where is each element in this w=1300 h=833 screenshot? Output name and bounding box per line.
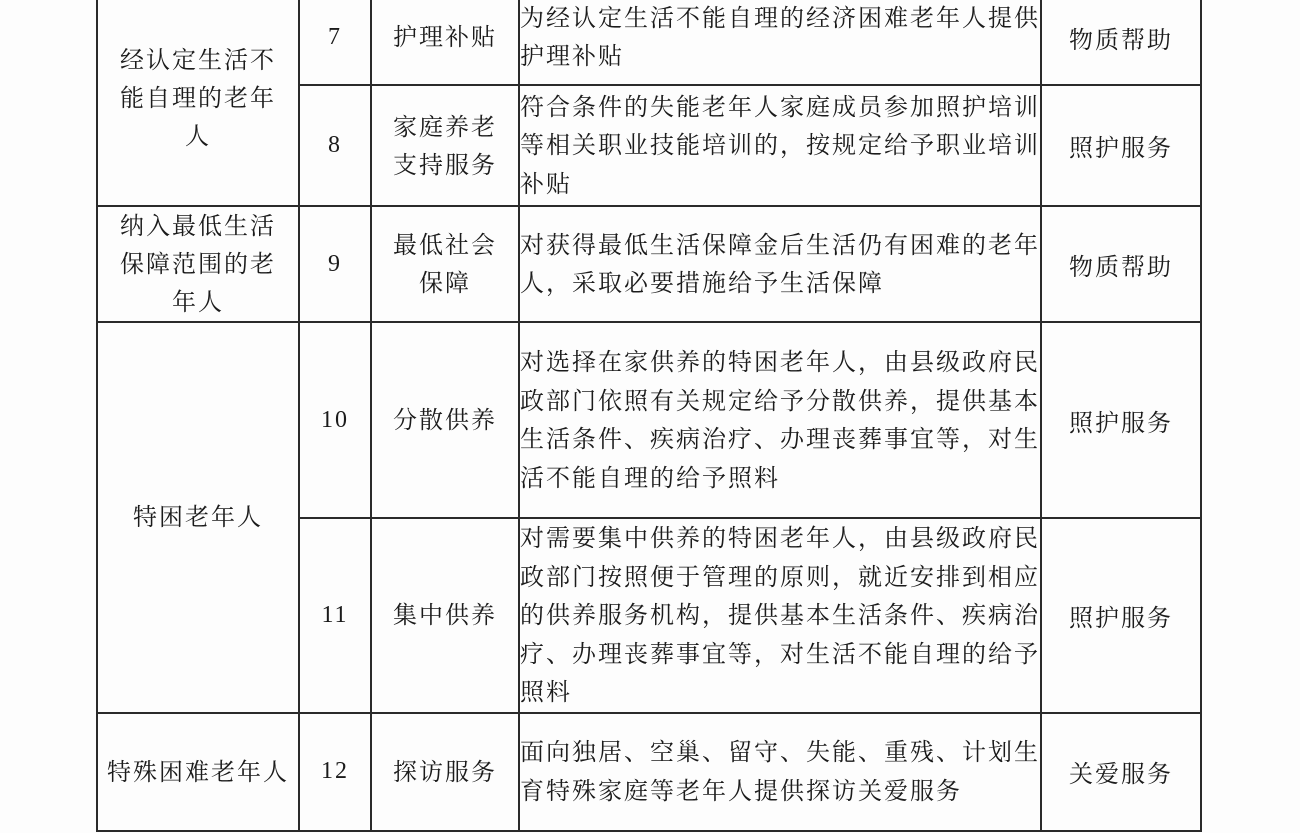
target-group-cell [97, 322, 299, 713]
service-description: 对需要集中供养的特困老年人，由县级政府民政部门按照便于管理的原则，就近安排到相应的供养服务机构，提供基本生活条件、疾病治疗、办理丧葬事宜等，对生活不能自理的给予照料 [520, 524, 1040, 706]
service-type-cell [1041, 322, 1201, 518]
service-type: 物质帮助 [1069, 252, 1173, 281]
table-row [97, 206, 1201, 322]
service-type: 照护服务 [1069, 603, 1173, 632]
service-name: 探访服务 [393, 757, 497, 786]
service-description: 为经认定生活不能自理的经济困难老年人提供护理补贴 [520, 3, 1040, 70]
item-number-cell [299, 713, 371, 831]
target-group-text: 特困老年人 [133, 503, 263, 532]
service-description: 对选择在家供养的特困老年人，由县级政府民政部门依照有关规定给予分散供养，提供基本生活条件、疾病治疗、办理丧葬事宜等，对生活不能自理的给予照料 [520, 348, 1040, 492]
item-number-cell [299, 85, 371, 206]
service-description-cell [519, 518, 1041, 713]
service-name: 家庭养老支持服务 [393, 112, 497, 179]
service-type: 关爱服务 [1069, 760, 1173, 788]
service-name: 护理补贴 [393, 23, 497, 51]
service-name: 最低社会保障 [393, 231, 497, 297]
service-name-cell [371, 0, 519, 85]
item-number: 7 [328, 23, 342, 50]
service-name: 分散供养 [393, 406, 497, 434]
service-type-cell [1041, 206, 1201, 322]
target-group-text: 经认定生活不能自理的老年人 [120, 45, 276, 150]
service-description: 面向独居、空巢、留守、失能、重残、计划生育特殊家庭等老年人提供探访关爱服务 [520, 738, 1040, 805]
service-name-cell [371, 713, 519, 831]
item-number-cell [299, 0, 371, 85]
service-type: 照护服务 [1069, 408, 1173, 437]
service-type: 照护服务 [1069, 134, 1173, 162]
table-row [97, 0, 1201, 85]
table-row [97, 322, 1201, 518]
service-description-cell [519, 322, 1041, 518]
service-description-cell [519, 85, 1041, 206]
item-number-cell [299, 518, 371, 713]
target-group-cell [97, 206, 299, 322]
item-number: 10 [321, 406, 349, 433]
service-name: 集中供养 [393, 601, 497, 630]
service-type-cell [1041, 85, 1201, 206]
item-number: 12 [321, 758, 349, 784]
service-name-cell [371, 518, 519, 713]
item-number: 11 [321, 601, 349, 628]
table-row [97, 713, 1201, 831]
service-name-cell [371, 206, 519, 322]
service-name-cell [371, 85, 519, 206]
target-group-cell [97, 713, 299, 831]
item-number-cell [299, 206, 371, 322]
elderly-services-table [96, 0, 1202, 832]
target-group-cell [97, 0, 299, 206]
item-number-cell [299, 322, 371, 518]
item-number: 8 [328, 132, 342, 158]
service-description: 符合条件的失能老年人家庭成员参加照护培训等相关职业技能培训的，按规定给予职业培训补贴 [520, 92, 1040, 198]
service-type-cell [1041, 713, 1201, 831]
service-description: 对获得最低生活保障金后生活仍有困难的老年人，采取必要措施给予生活保障 [520, 230, 1040, 297]
service-type-cell [1041, 0, 1201, 85]
service-type-cell [1041, 518, 1201, 713]
target-group-text: 特殊困难老年人 [107, 757, 289, 786]
item-number: 9 [328, 250, 342, 277]
service-description-cell [519, 206, 1041, 322]
service-description-cell [519, 713, 1041, 831]
service-type: 物质帮助 [1069, 25, 1173, 54]
service-name-cell [371, 322, 519, 518]
service-description-cell [519, 0, 1041, 85]
target-group-text: 纳入最低生活保障范围的老年人 [120, 212, 276, 316]
